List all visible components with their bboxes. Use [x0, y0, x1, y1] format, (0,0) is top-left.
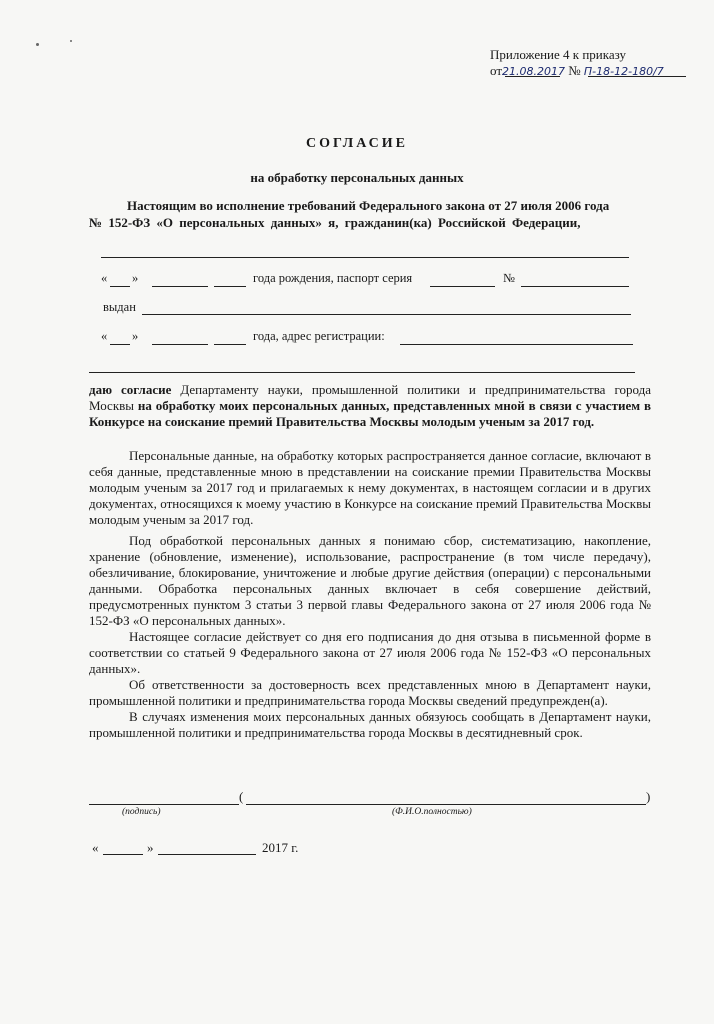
reg-year-field[interactable]: [214, 344, 246, 345]
annex-no: №: [568, 63, 581, 78]
name-field-line[interactable]: [101, 257, 629, 258]
annex-line1: Приложение 4 к приказу: [490, 47, 627, 62]
signature-field[interactable]: [89, 804, 239, 805]
scan-speck: [36, 43, 39, 46]
sign-day-field[interactable]: [103, 854, 143, 855]
full-name-caption: (Ф.И.О.полностью): [392, 807, 472, 817]
form-row1-text: года рождения, паспорт серия: [253, 271, 413, 285]
paren-open: (: [239, 789, 244, 804]
annex-ot: от: [490, 63, 503, 78]
form-row2-label: выдан: [103, 300, 136, 314]
form-row3-text: года, адрес регистрации:: [253, 329, 385, 343]
paragraph-validity: Настоящее согласие действует со дня его подписания до дня отзыва в письменной форме в соответствии со статьей 9 Федерального закона от 27 июля 2006 года № 152-ФЗ «О персональных данных».: [89, 629, 651, 676]
paragraph-responsibility: Об ответственности за достоверность всех представленных мною в Департамент науки, промышленной политики и предпринимательства города Москвы сведений предупрежден(а).: [89, 677, 651, 708]
annex-number-handwritten: П-18-12-180/7: [583, 65, 664, 78]
birth-year-field[interactable]: [214, 286, 246, 287]
form-row1-open: «: [101, 271, 108, 285]
paragraph-personal-data: Персональные данные, на обработку которых распространяется данное согласие, включают в себя данные, представленные мною в представлении на соискание премии Правительства Москвы молодым ученым за 2017 год и прилагаемых к нему документах, в настоящем согласии и в других документах, относящихся к моему участию в Конкурсе на соискание премий Правительства Москвы молодым ученым за 2017 год.: [89, 448, 651, 527]
issued-by-field[interactable]: [142, 314, 631, 315]
sign-month-field[interactable]: [158, 854, 256, 855]
paragraph-changes: В случаях изменения моих персональных данных обязуюсь сообщать в Департамент науки, промышленной политики и предпринимательства города Москвы в десятидневный срок.: [89, 709, 651, 740]
document-title: СОГЛАСИЕ: [306, 136, 408, 151]
paren-close: ): [646, 789, 651, 804]
scan-speck: [70, 40, 72, 42]
birth-month-field[interactable]: [152, 286, 208, 287]
signature-caption: (подпись): [122, 807, 161, 817]
annex-number-underline: [588, 76, 686, 77]
annex-date-handwritten: 21.08.2017: [502, 65, 565, 78]
address-field-continued[interactable]: [89, 372, 635, 373]
consent-bold-1: даю согласие: [89, 382, 172, 397]
full-name-field[interactable]: [246, 804, 646, 805]
date-close-quote: »: [147, 840, 154, 855]
form-row1-close: »: [132, 271, 139, 285]
passport-series-field[interactable]: [430, 286, 495, 287]
passport-number-field[interactable]: [521, 286, 629, 287]
reg-day-field[interactable]: [110, 344, 130, 345]
consent-paragraph: [89, 382, 651, 430]
sign-year: 2017 г.: [262, 840, 299, 855]
form-row1-no: №: [503, 271, 515, 285]
consent-text-1: Департаменту науки, промышленной политики и предпринимательства города Москвы: [89, 382, 651, 413]
form-row3-open: «: [101, 329, 108, 343]
consent-bold-2: на обработку моих персональных данных, представленных мной в связи с участием в Конкурсе на соискание премий Правительства Москвы молодым ученым за 2017 год.: [89, 398, 651, 429]
intro-line2: № 152-ФЗ «О персональных данных» я, гражданин(ка) Российской Федерации,: [89, 215, 581, 230]
annex-date-underline: [505, 76, 560, 77]
intro-line1: Настоящим во исполнение требований Федерального закона от 27 июля 2006 года: [127, 198, 610, 213]
birth-day-field[interactable]: [110, 286, 130, 287]
paragraph-processing: Под обработкой персональных данных я понимаю сбор, систематизацию, накопление, хранение (обновление, изменение), использование, распространение (в том числе передачу), обезличивание, блокирование, уничтожение и любые другие действия (операции) с персональными данными. Обработка персональных данных включает в себя совершение действий, предусмотренных пунктом 3 статьи 3 первой главы Федерального закона от 27 июля 2006 года № 152-ФЗ «О персональных данных».: [89, 533, 651, 628]
form-row3-close: »: [132, 329, 139, 343]
date-open-quote: «: [92, 840, 99, 855]
reg-month-field[interactable]: [152, 344, 208, 345]
document-subtitle: на обработку персональных данных: [250, 170, 464, 185]
address-field[interactable]: [400, 344, 633, 345]
